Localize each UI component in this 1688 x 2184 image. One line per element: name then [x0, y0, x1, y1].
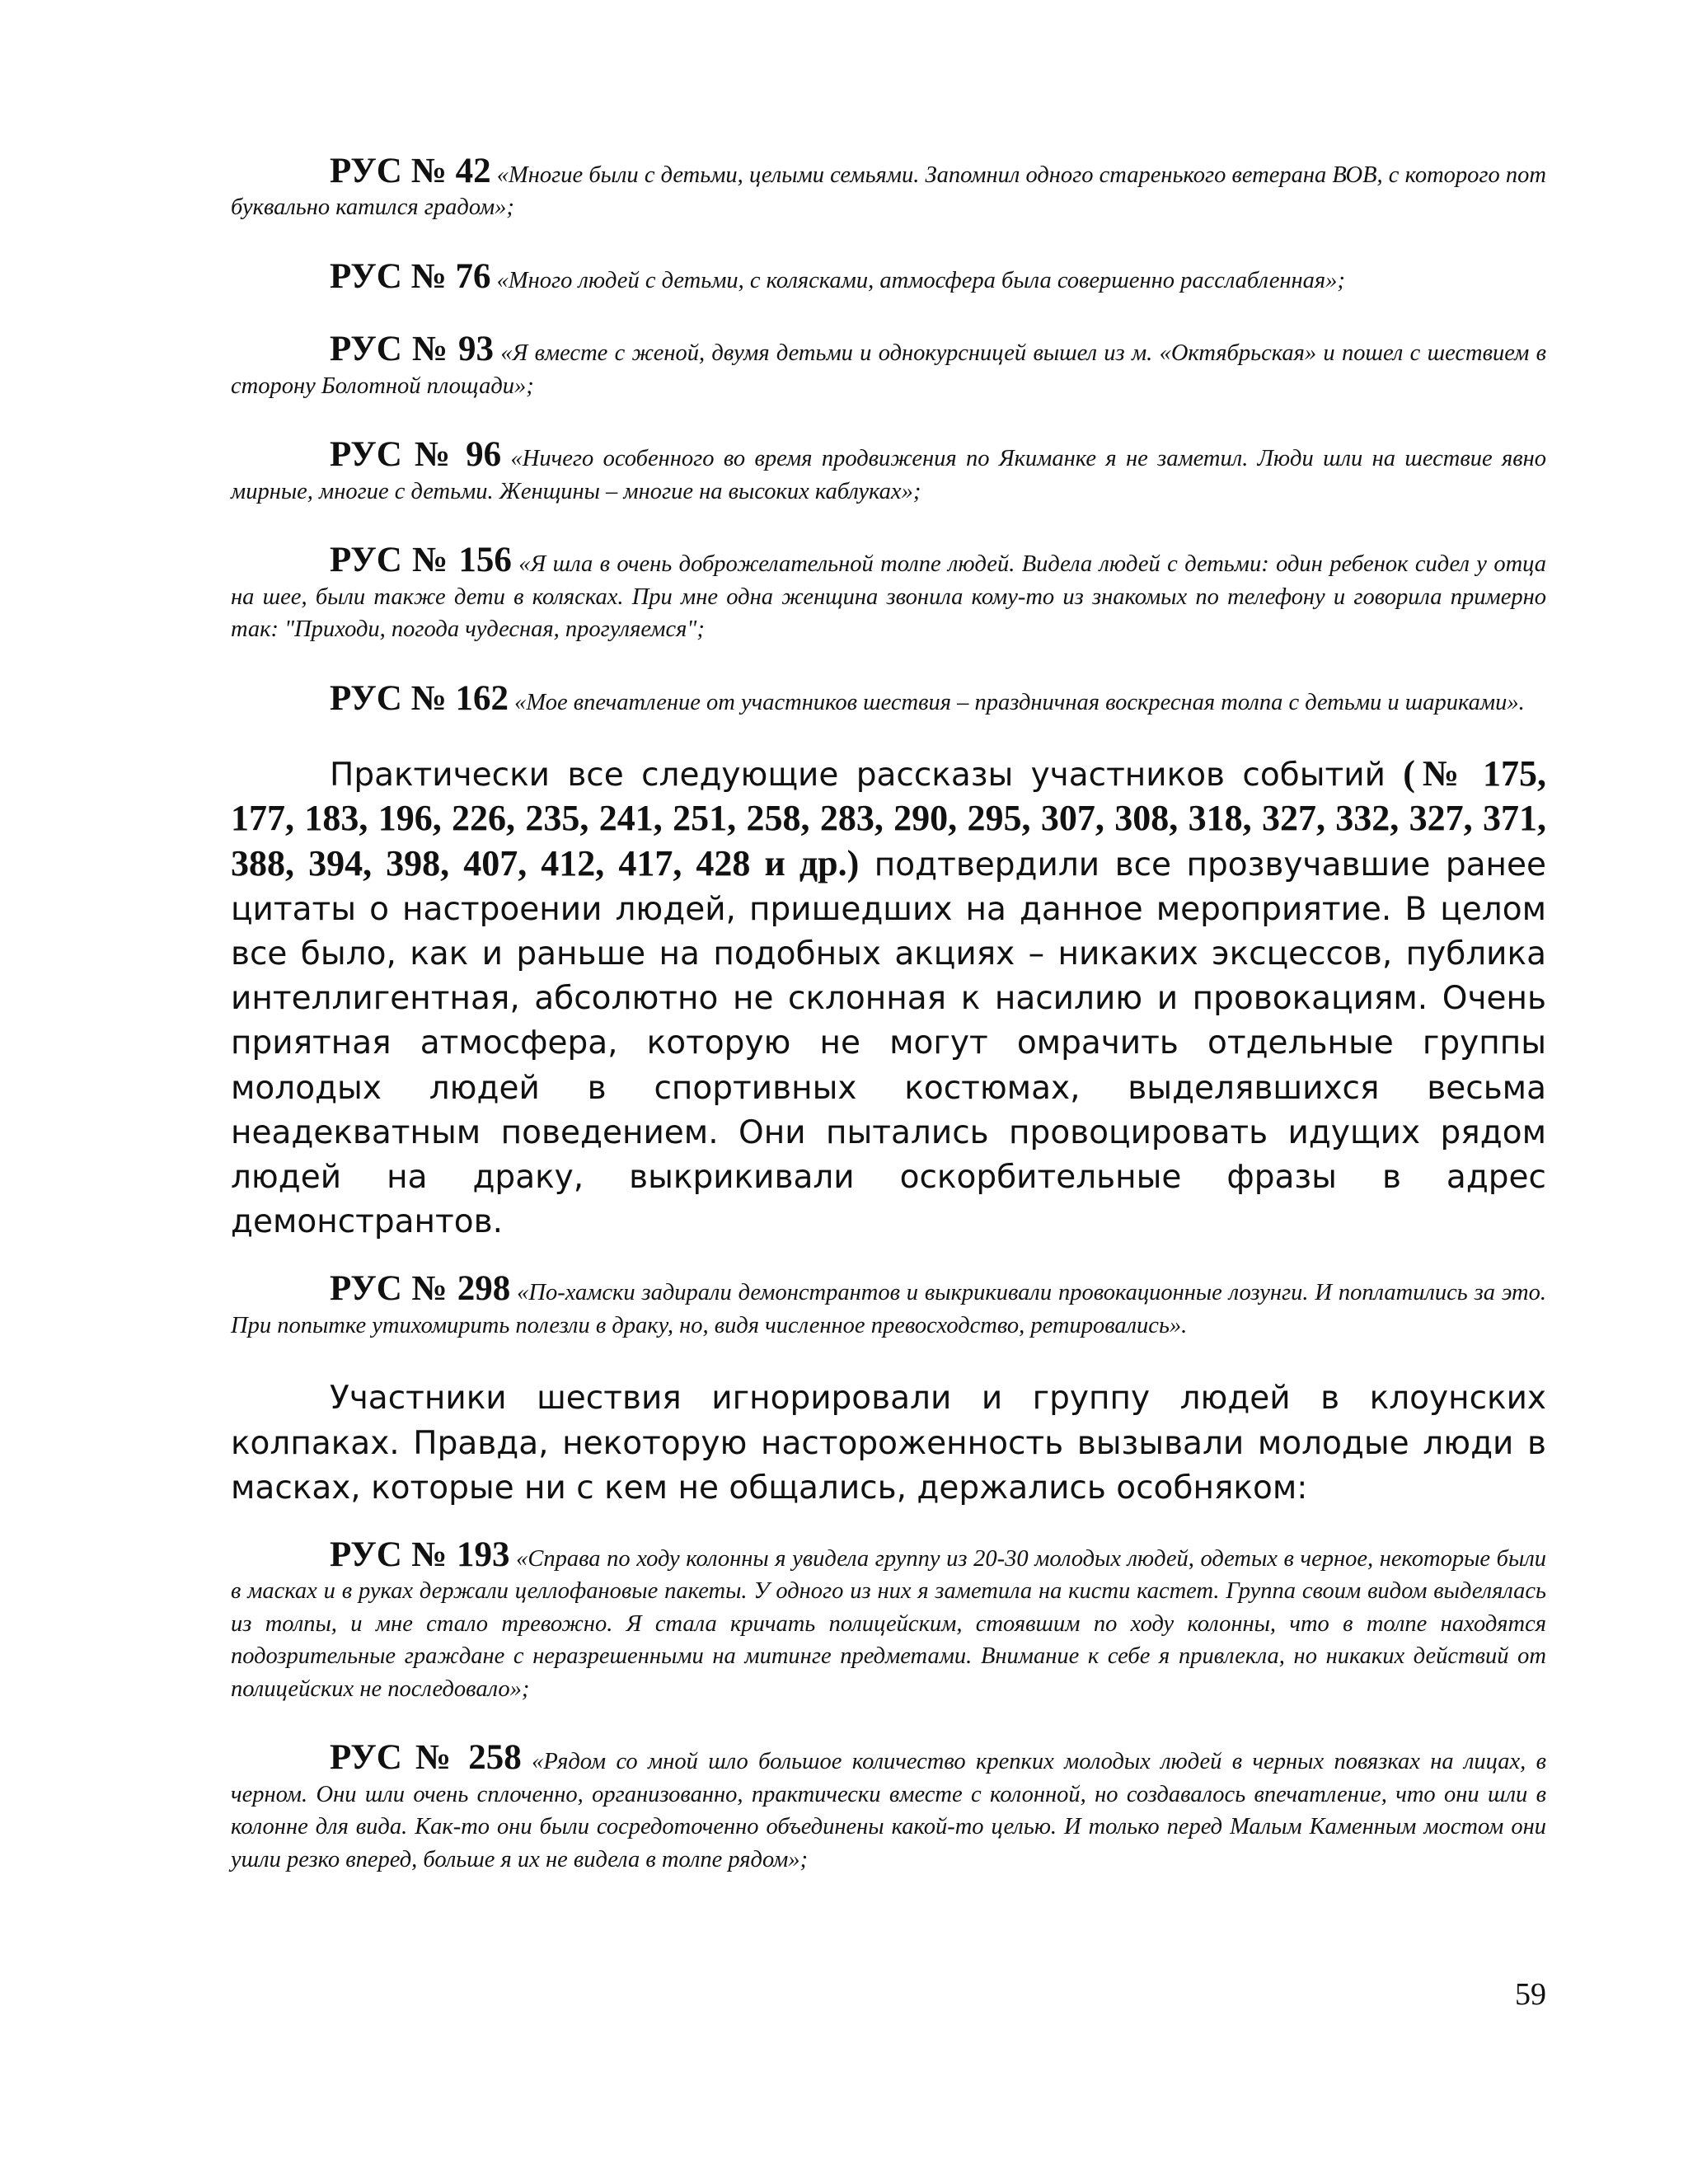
quote-block	[231, 678, 1546, 719]
quote-text: «Многие были с детьми, целыми семьями. Запомнил одного старенького ветерана ВОВ, с которого пот буквально катился градом»;	[231, 162, 1547, 221]
quote-text: «Справа по ходу колонны я увидела группу из 20-30 молодых людей, одетых в черное, некоторые были в масках и в руках держали целлофановые пакеты. У одного из них я заметила на кисти кастет. Группа своим видом выделялась из толпы, и мне стало тревожно. Я стала кричать полицейским, стоявшим по ходу колонны, что в толпе находятся подозрительные граждане с неразрешенными на митинге предметами. Внимание к себе я привлекла, но никаких действий от полицейских не последовало»;	[231, 1545, 1546, 1702]
quote-text: «Я вместе с женой, двумя детьми и однокурсницей вышел из м. «Октябрьская» и пошел с шествием в сторону Болотной площади»;	[231, 340, 1547, 399]
quote-block	[231, 1740, 1546, 1876]
quote-reference: РУС № 258	[330, 1738, 522, 1778]
quote-reference: РУС № 162	[330, 678, 509, 718]
quote-reference: РУС № 298	[330, 1269, 511, 1309]
quote-reference: РУС № 93	[330, 330, 495, 369]
quote-text: «Я шла в очень доброжелательной толпе людей. Видела людей с детьми: один ребенок сидел у отца на шее, были также дети в колясках. При мне одна женщина звонила кому-то из знакомых по телефону и говорила примерно так: "Приходи, погода чудесная, прогуляемся";	[231, 551, 1547, 643]
quote-text: «Ничего особенного во время продвижения по Якиманке я не заметил. Люди шли на шествие явно мирные, многие с детьми. Женщины – многие на высоких каблуках»;	[231, 446, 1547, 504]
quote-block	[231, 542, 1546, 645]
quote-reference: РУС № 156	[330, 541, 512, 580]
paragraph-text: Практически все следующие рассказы участников событий	[330, 757, 1386, 794]
page-number: 59	[1515, 1977, 1546, 2012]
quote-reference: РУС № 193	[330, 1535, 510, 1574]
quote-reference: РУС № 42	[330, 152, 491, 190]
quote-block	[231, 1271, 1546, 1342]
quote-reference: РУС № 76	[330, 256, 491, 296]
quote-block	[231, 153, 1546, 224]
quote-block	[231, 331, 1546, 402]
quote-text: «Мое впечатление от участников шествия – праздничная воскресная толпа с детьми и шариками».	[514, 689, 1525, 715]
case-number-list: (№ 175, 177, 183, 196, 226, 235, 241, 251, 258, 283, 290, 295, 307, 308, 318, 327, 332, 327, 371, 388, 394, 398, 407, 412, 417, 428 и др.)	[231, 753, 1546, 883]
quote-block	[231, 437, 1546, 508]
quote-text: «Много людей с детьми, с колясками, атмосфера была совершенно расслабленная»;	[496, 267, 1345, 293]
paragraph-text: подтвердили все прозвучавшие ранее цитаты о настроении людей, пришедших на данное мероприятие. В целом все было, как и раньше на подобных акциях – никаких эксцессов, публика интеллигентная, абсолютно не склонная к насилию и провокациям. Очень приятная атмосфера, которую не могут омрачить отдельные группы молодых людей в спортивных костюмах, выделявшихся весьма неадекватным поведением. Они пытались провоцировать идущих рядом людей на драку, выкрикивали оскорбительные фразы в адрес демонстрантов.	[231, 846, 1546, 1241]
page-body	[231, 153, 1546, 1876]
body-paragraph	[231, 1376, 1546, 1511]
quote-reference: РУС № 96	[330, 435, 502, 475]
quote-text: «Рядом со мной шло большое количество крепких молодых людей в черных повязках на лицах, в черном. Они шли очень сплоченно, организованно, практически вместе с колонной, но создавалось впечатление, что они шли в колонне для вида. Как-то они были сосредоточенно объединены какой-то целью. И только перед Малым Каменным мостом они ушли резко вперед, больше я их не видела в толпе рядом»;	[231, 1749, 1547, 1872]
quote-text: «По-хамски задирали демонстрантов и выкрикивали провокационные лозунги. И поплатились за это. При попытке утихомирить полезли в драку, но, видя численное превосходство, ретировались».	[231, 1280, 1547, 1338]
quote-block	[231, 256, 1546, 297]
body-paragraph	[231, 753, 1546, 1244]
paragraph-text: Участники шествия игнорировали и группу людей в клоунских колпаках. Правда, некоторую настороженность вызывали молодые люди в масках, которые ни с кем не общались, держались особняком:	[231, 1380, 1546, 1507]
quote-block	[231, 1537, 1546, 1705]
